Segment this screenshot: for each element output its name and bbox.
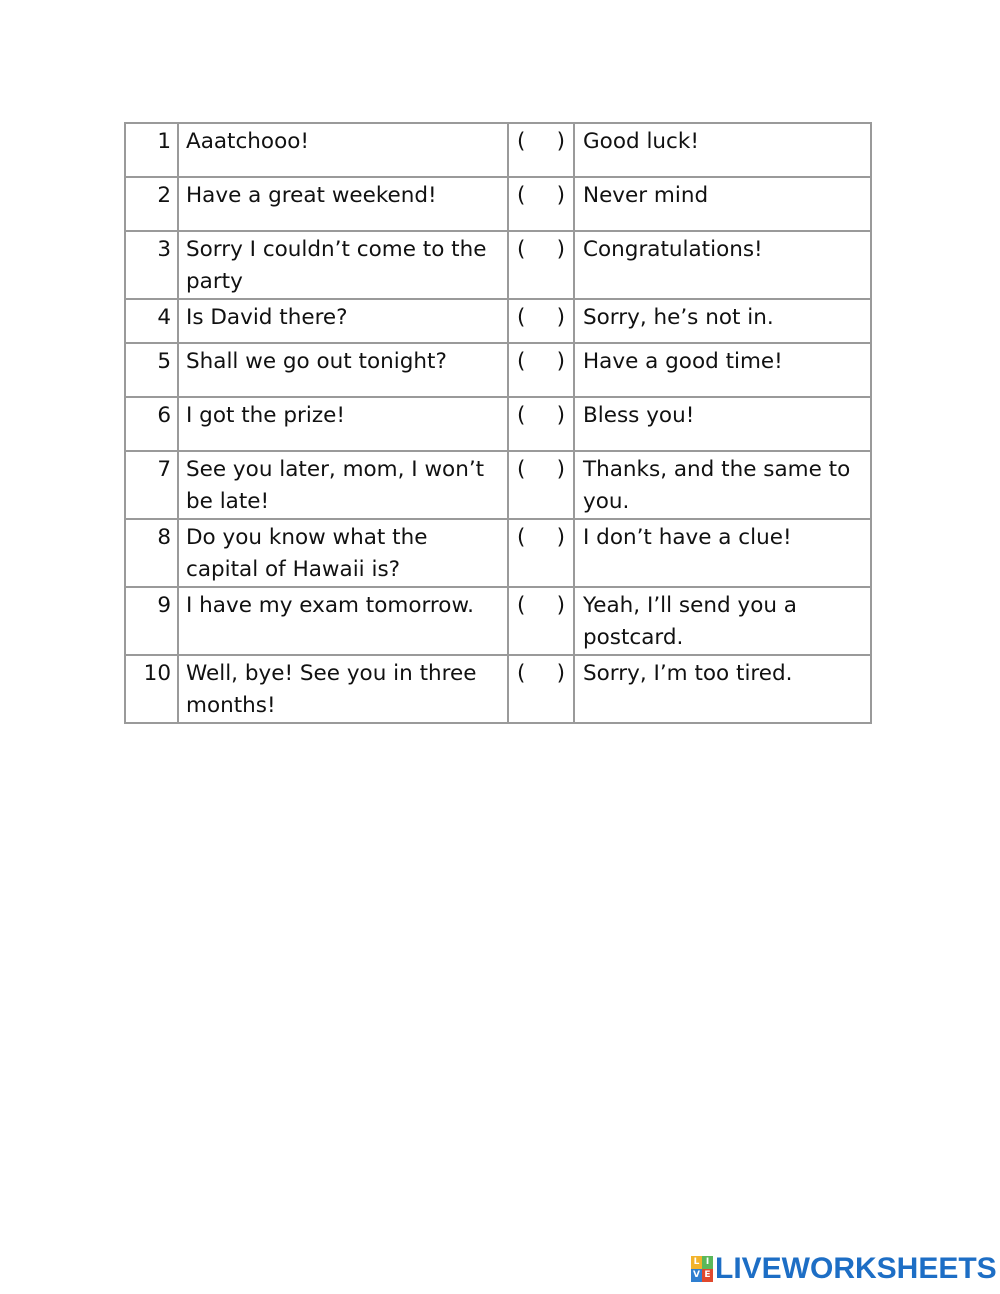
table-row: [125, 397, 871, 451]
matching-table: [124, 122, 872, 724]
table-row: [125, 299, 871, 343]
open-paren: (: [517, 237, 526, 262]
answer-blank[interactable]: [508, 519, 574, 587]
open-paren: (: [517, 457, 526, 482]
row-number: 5: [125, 343, 178, 397]
answer-blank[interactable]: [508, 299, 574, 343]
reply-text: Never mind: [574, 177, 871, 231]
prompt-text: Is David there?: [178, 299, 508, 343]
table-row: [125, 123, 871, 177]
reply-text: Bless you!: [574, 397, 871, 451]
close-paren: ): [556, 237, 565, 262]
close-paren: ): [556, 305, 565, 330]
prompt-text: I got the prize!: [178, 397, 508, 451]
table-row: [125, 451, 871, 519]
row-number: 7: [125, 451, 178, 519]
close-paren: ): [556, 457, 565, 482]
table-row: [125, 587, 871, 655]
row-number: 9: [125, 587, 178, 655]
open-paren: (: [517, 305, 526, 330]
close-paren: ): [556, 525, 565, 550]
prompt-text: Well, bye! See you in three months!: [178, 655, 508, 723]
prompt-text: See you later, mom, I won’t be late!: [178, 451, 508, 519]
reply-text: I don’t have a clue!: [574, 519, 871, 587]
row-number: 1: [125, 123, 178, 177]
table-row: [125, 231, 871, 299]
prompt-text: Aaatchooo!: [178, 123, 508, 177]
prompt-text: Shall we go out tonight?: [178, 343, 508, 397]
open-paren: (: [517, 403, 526, 428]
answer-blank[interactable]: [508, 343, 574, 397]
reply-text: Yeah, I’ll send you a postcard.: [574, 587, 871, 655]
reply-text: Have a good time!: [574, 343, 871, 397]
logo-letter: I: [702, 1256, 713, 1269]
close-paren: ): [556, 129, 565, 154]
logo-letter: V: [691, 1269, 702, 1282]
table-row: [125, 655, 871, 723]
close-paren: ): [556, 593, 565, 618]
reply-text: Congratulations!: [574, 231, 871, 299]
row-number: 6: [125, 397, 178, 451]
table-row: [125, 177, 871, 231]
prompt-text: I have my exam tomorrow.: [178, 587, 508, 655]
logo-letter: E: [702, 1269, 713, 1282]
reply-text: Sorry, he’s not in.: [574, 299, 871, 343]
close-paren: ): [556, 349, 565, 374]
row-number: 3: [125, 231, 178, 299]
table-row: [125, 519, 871, 587]
reply-text: Thanks, and the same to you.: [574, 451, 871, 519]
answer-blank[interactable]: [508, 451, 574, 519]
reply-text: Sorry, I’m too tired.: [574, 655, 871, 723]
close-paren: ): [556, 661, 565, 686]
brand-wordmark: LIVEWORKSHEETS: [715, 1252, 997, 1285]
row-number: 8: [125, 519, 178, 587]
open-paren: (: [517, 593, 526, 618]
open-paren: (: [517, 349, 526, 374]
prompt-text: Do you know what the capital of Hawaii is?: [178, 519, 508, 587]
open-paren: (: [517, 129, 526, 154]
answer-blank[interactable]: [508, 655, 574, 723]
prompt-text: Sorry I couldn’t come to the party: [178, 231, 508, 299]
table-row: [125, 343, 871, 397]
row-number: 4: [125, 299, 178, 343]
liveworksheets-brand: [691, 1252, 997, 1286]
reply-text: Good luck!: [574, 123, 871, 177]
answer-blank[interactable]: [508, 177, 574, 231]
open-paren: (: [517, 183, 526, 208]
open-paren: (: [517, 525, 526, 550]
answer-blank[interactable]: [508, 397, 574, 451]
prompt-text: Have a great weekend!: [178, 177, 508, 231]
close-paren: ): [556, 183, 565, 208]
logo-letter: L: [691, 1256, 702, 1269]
open-paren: (: [517, 661, 526, 686]
answer-blank[interactable]: [508, 123, 574, 177]
answer-blank[interactable]: [508, 231, 574, 299]
liveworksheets-logo-icon: [691, 1256, 713, 1282]
close-paren: ): [556, 403, 565, 428]
answer-blank[interactable]: [508, 587, 574, 655]
row-number: 10: [125, 655, 178, 723]
row-number: 2: [125, 177, 178, 231]
